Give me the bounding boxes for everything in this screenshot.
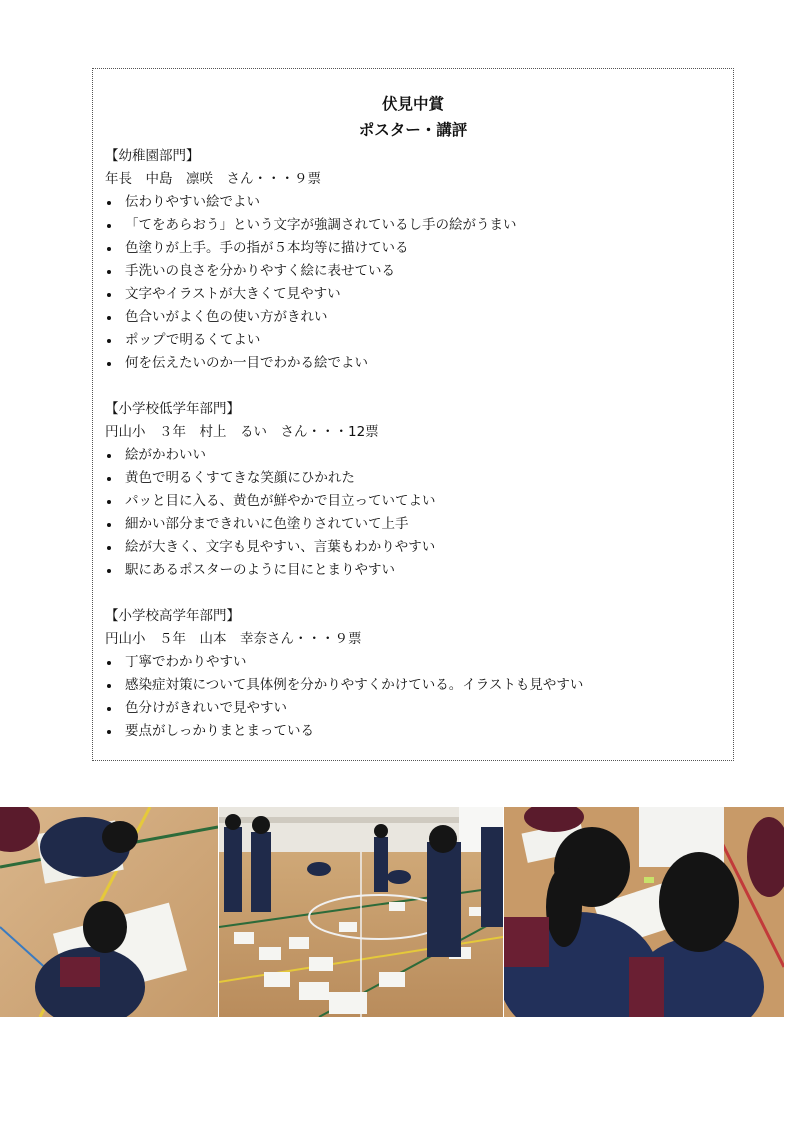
review-box (92, 68, 734, 761)
comment-item: 色塗りが上手。手の指が５本均等に描けている (105, 237, 725, 260)
comment-item: パッと目に入る、黄色が鮮やかで目立っていてよい (105, 490, 725, 513)
winner-kindergarten: 年長 中島 凛咲 さん・・・９票 (105, 171, 321, 187)
photo-strip (0, 807, 784, 1017)
comment-item: 伝わりやすい絵でよい (105, 191, 725, 214)
winner-lower-elementary: 円山小 ３年 村上 るい さん・・・12票 (105, 424, 379, 440)
photo-gym-posters (219, 807, 503, 1017)
section-heading-lower-elementary: 【小学校低学年部門】 (105, 401, 240, 417)
comment-item: 色合いがよく色の使い方がきれい (105, 306, 725, 329)
comment-item: 「てをあらおう」という文字が強調されているし手の絵がうまい (105, 214, 725, 237)
comment-item: 何を伝えたいのか一目でわかる絵でよい (105, 352, 725, 375)
page-subtitle: ポスター・講評 (358, 121, 468, 139)
comment-item: 細かい部分まできれいに色塗りされていて上手 (105, 513, 725, 536)
comment-item: 色分けがきれいで見やすい (105, 697, 725, 720)
comment-item: 駅にあるポスターのように目にとまりやすい (105, 559, 725, 582)
comment-item: 手洗いの良さを分かりやすく絵に表せている (105, 260, 725, 283)
comment-item: 文字やイラストが大きくて見やすい (105, 283, 725, 306)
section-heading-upper-elementary: 【小学校高学年部門】 (105, 608, 240, 624)
photo-students-closeup (504, 807, 784, 1017)
comment-item: 絵がかわいい (105, 444, 725, 467)
comment-item: 丁寧でわかりやすい (105, 651, 725, 674)
review-content (105, 145, 725, 743)
section-heading-kindergarten: 【幼稚園部門】 (105, 148, 200, 164)
comment-item: ポップで明るくてよい (105, 329, 725, 352)
comment-item: 感染症対策について具体例を分かりやすくかけている。イラストも見やすい (105, 674, 725, 697)
comment-item: 黄色で明るくすてきな笑顔にひかれた (105, 467, 725, 490)
comment-item: 要点がしっかりまとまっている (105, 720, 725, 743)
page-title: 伏見中賞 (381, 95, 444, 113)
comment-item: 絵が大きく、文字も見やすい、言葉もわかりやすい (105, 536, 725, 559)
photo-students-kneeling (0, 807, 218, 1017)
winner-upper-elementary: 円山小 ５年 山本 幸奈さん・・・９票 (105, 631, 362, 647)
